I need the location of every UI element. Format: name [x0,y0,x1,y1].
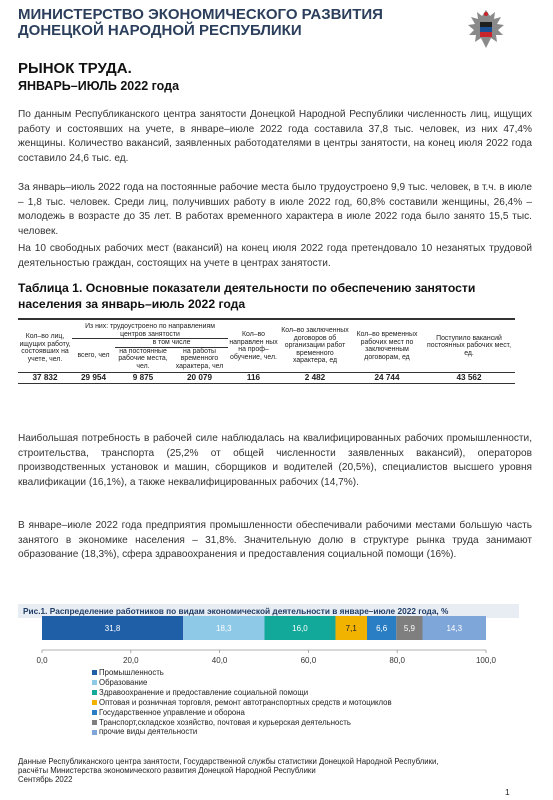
source-note [18,758,488,784]
legend-swatch [92,700,97,705]
header-employed-group: Из них: трудоустроено по направлениям центров занятости [72,319,228,339]
section-title: РЫНОК ТРУДА. [18,60,132,77]
header-temporary: на работы временного характера, чел [175,347,224,370]
header-employed-total: всего, чел [77,351,110,359]
employment-indicators-table [18,318,515,384]
table-cell: 24 744 [374,373,400,382]
table-cell: 9 875 [132,373,154,382]
header-including: в том числе [115,339,228,348]
source-note-date: Сентябрь 2022 [18,774,73,784]
legend-swatch [92,690,97,695]
legend-label: Здравоохранение и предоставление социальной помощи [99,687,309,697]
header-vacancies: Поступило вакансий постоянных рабочих мест, ед. [427,334,511,357]
x-tick-label: 60,0 [300,656,317,665]
bar-data-label: 5,9 [403,624,415,633]
legend-label: Государственное управление и оборона [99,707,245,717]
legend-swatch [92,670,97,675]
legend-item [92,668,392,678]
x-tick-label: 40,0 [211,656,228,665]
bar-data-label: 16,0 [292,624,308,633]
header-training: Кол–во направлен ных на проф– обучение, чел. [229,331,278,361]
bar-data-label: 31,8 [104,624,121,633]
x-tick-label: 100,0 [475,656,497,665]
legend-label: Промышленность [99,668,164,677]
paragraph-job-seekers: По данным Республиканского центра занятости Донецкой Народной Республики численность лиц, ищущих работу и состоявших на учете, в январе–июле 2022 года составила 37,8 тыс. человек, из них 47,4% женщины. Количество вакансий, заявленных работодателями в центры занятости, на конец июля 2022 года составило 24,6 тыс. ед. [18,109,532,164]
legend-item [92,718,392,728]
table-cell: 29 954 [80,373,107,382]
bar-data-label: 14,3 [446,624,463,633]
figure-title: Рис.1. Распределение работников по видам экономической деятельности в январе–июле 2022 года, % [23,606,449,616]
header-temp-places: Кол–во временных рабочих мест по заключенным договорам, ед [356,331,418,361]
paragraph-structure: В январе–июле 2022 года предприятия промышленности обеспечивали рабочими местами большую часть занятого в экономике населения – 31,8%. Значительную долю в структуре рынка труда занимают образование (18,3%), сфера здравоохранения и предоставления социальной помощи (16%). [18,520,532,561]
legend-swatch [92,680,97,685]
legend-label: Образование [99,677,148,687]
coat-of-arms-icon [461,6,511,56]
organization-title-line1: МИНИСТЕРСТВО ЭКОНОМИЧЕСКОГО РАЗВИТИЯ [18,6,383,23]
organization-title [18,7,438,39]
bar-data-label: 18,3 [216,624,232,633]
header-permanent: на постоянные рабочие места, чел. [118,347,168,370]
legend-label: Оптовая и розничная торговля, ремонт автотранспортных средств и мотоциклов [99,697,392,707]
paragraph-demand: Наибольшая потребность в рабочей силе наблюдалась на квалифицированных рабочих промышленности, строительства, транспорта (25,2% от общей численности заявленных вакансий), операторов производственных установок и машин, сборщиков и водителей (20,5%), специалистов высшего уровня квалификации (16,1%), а также неквалифицированных рабочих (14,7%). [18,433,532,488]
legend-item [92,688,392,698]
section-subtitle: ЯНВАРЬ–ИЮЛЬ 2022 года [18,79,180,93]
x-tick-label: 80,0 [389,656,405,665]
table-cell: 37 832 [32,373,58,382]
source-note-line1: Данные Республиканского центра занятости, Государственной службы статистики Донецкой Народной Республики, [18,757,439,766]
chart-legend [92,668,392,737]
legend-item [92,698,392,708]
table-cell: 43 562 [456,373,482,382]
paragraph-employment: За январь–июль 2022 года на постоянные рабочие места было трудоустроено 9,9 тыс. человек, в т.ч. в июле – 1,8 тыс. человек. Среди лиц, получивших работу в июле 2022 год, 60,8% составили женщины, 26,4% – молодежь в возрасте до 35 лет. В работах временного характера в июле 2022 года было занято 15,5 тыс. человек. [18,182,532,237]
table-cell: 2 482 [304,373,326,382]
bar-data-label: 7,1 [345,624,357,633]
legend-item [92,708,392,718]
legend-item [92,678,392,688]
x-tick-label: 0,0 [36,656,48,665]
table-cell: 116 [246,373,261,382]
legend-swatch [92,730,97,735]
header-job-seekers: Кол–во лиц, ищущих работу, состоявших на учете, чел. [19,333,71,363]
table-cell: 20 079 [186,373,213,382]
header-contracts: Кол–во заключенных договоров об организации работ временного характера, ед [281,327,349,365]
bar-data-label: 6,6 [376,624,388,633]
legend-item [92,727,392,737]
paragraph-vacancies: На 10 свободных рабочих мест (вакансий) на конец июля 2022 года претендовало 10 незанятых трудовой деятельностью граждан, состоящих на учете в центрах занятости. [18,243,532,269]
table-title: Таблица 1. Основные показатели деятельности по обеспечению занятости населения за январь–июль 2022 года [18,281,476,311]
legend-swatch [92,720,97,725]
x-tick-label: 20,0 [123,656,139,665]
page-number: 1 [505,787,510,797]
legend-swatch [92,710,97,715]
legend-label: прочие виды деятельности [99,727,198,737]
source-note-line2: расчёты Министерства экономического развития Донецкой Народной Республики [18,765,316,775]
legend-label: Транспорт,складское хозяйство, почтовая и курьерская деятельность [99,717,351,727]
organization-title-line2: ДОНЕЦКОЙ НАРОДНОЙ РЕСПУБЛИКИ [18,22,302,39]
